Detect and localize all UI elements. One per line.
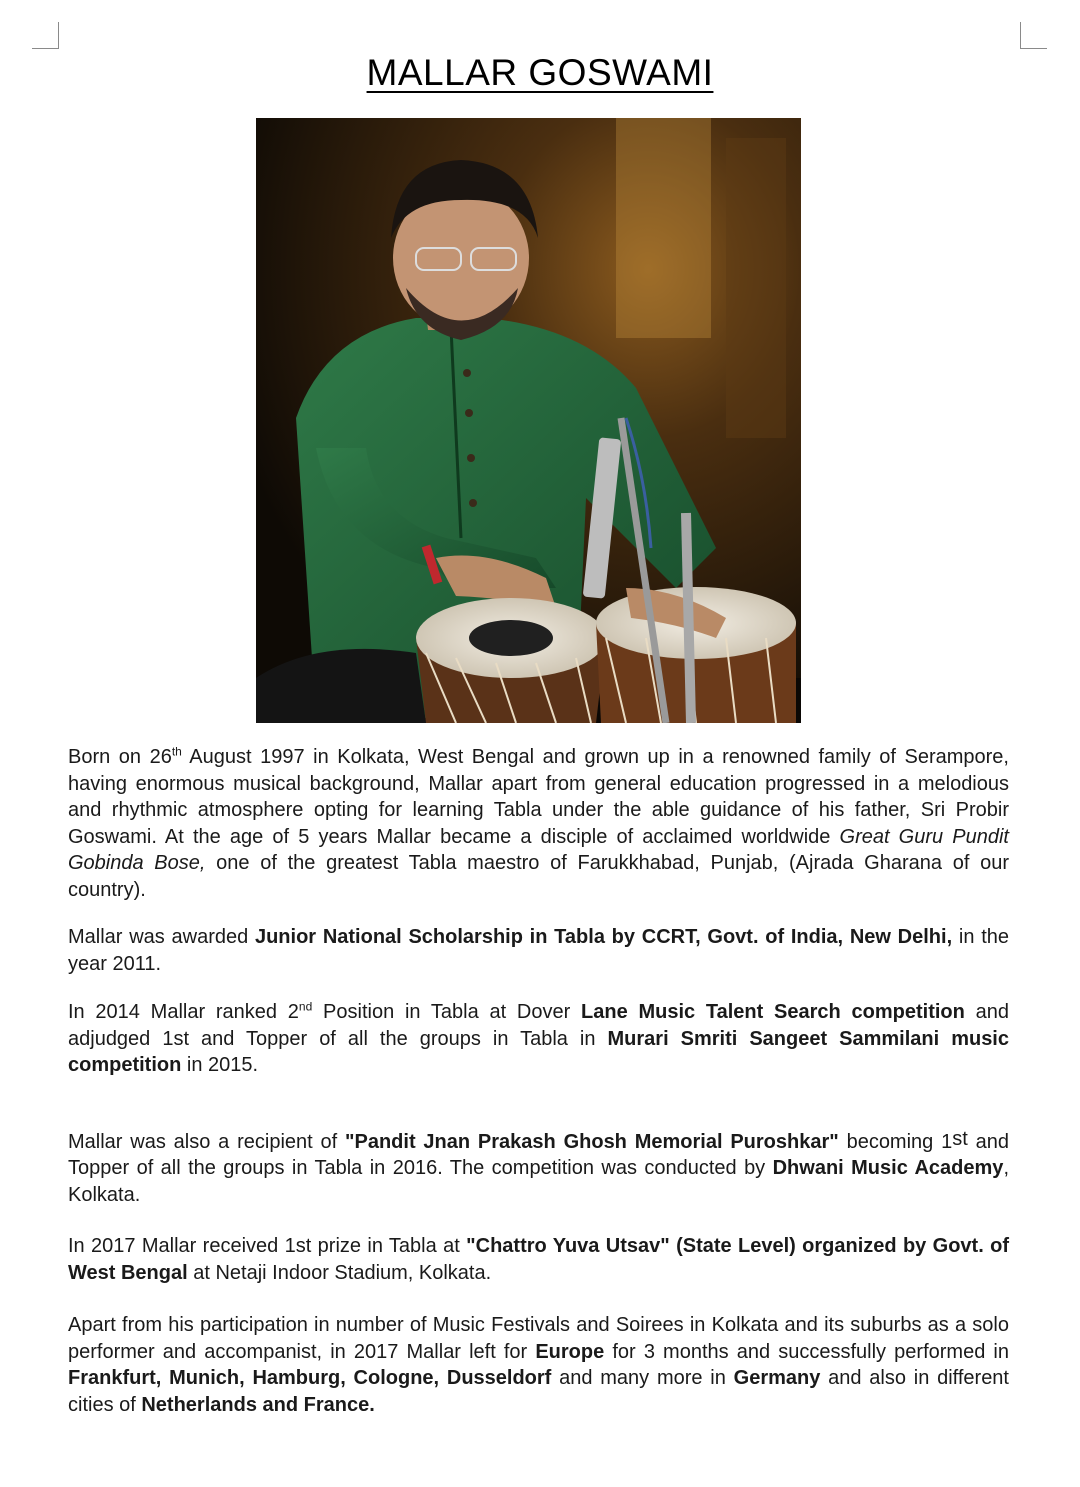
biography-paragraph-2017-prize: In 2017 Mallar received 1st prize in Tabla at "Chattro Yuva Utsav" (State Level) organized by Govt. of West Bengal at Netaji Indoor Stadium, Kolkata.: [68, 1235, 1009, 1284]
biography-paragraph-scholarship: Mallar was awarded Junior National Scholarship in Tabla by CCRT, Govt. of India, New Delhi, in the year 2011.: [68, 926, 1009, 975]
biography-text: [68, 744, 1009, 1418]
biography-paragraph-puroshkar: Mallar was also a recipient of "Pandit Jnan Prakash Ghosh Memorial Puroshkar" becoming 1st and Topper of all the groups in Tabla in 2016. The competition was conducted by Dhwani Music Academy, Kolkata.: [68, 1127, 1009, 1206]
biography-paragraph-europe-tour: Apart from his participation in number of Music Festivals and Soirees in Kolkata and its suburbs as a solo performer and accompanist, in 2017 Mallar left for Europe for 3 months and successfully performed in Frankfurt, Munich, Hamburg, Cologne, Dusseldorf and many more in Germany and also in different cities of Netherlands and France.: [68, 1314, 1009, 1416]
biography-paragraph-birth: Born on 26th August 1997 in Kolkata, West Bengal and grown up in a renowned family of Serampore, having enormous musical background, Mallar apart from general education progressed in a melodious and rhythmic atmosphere opting for learning Tabla under the able guidance of his father, Sri Probir Goswami. At the age of 5 years Mallar became a disciple of acclaimed worldwide Great Guru Pundit Gobinda Bose, one of the greatest Tabla maestro of Farukkhabad, Punjab, (Ajrada Gharana of our country).: [68, 744, 1009, 901]
biography-paragraph-2014: In 2014 Mallar ranked 2nd Position in Tabla at Dover Lane Music Talent Search competition and adjudged 1st and Topper of all the groups in Tabla in Murari Smriti Sangeet Sammilani music competition in 2015.: [68, 999, 1009, 1076]
page-corner-mark-right: [1020, 22, 1047, 49]
page-title: MALLAR GOSWAMI: [366, 52, 714, 93]
portrait-photo: [256, 118, 801, 723]
tabla-player-photo-icon: [256, 118, 801, 723]
page-corner-mark-left: [32, 22, 59, 49]
